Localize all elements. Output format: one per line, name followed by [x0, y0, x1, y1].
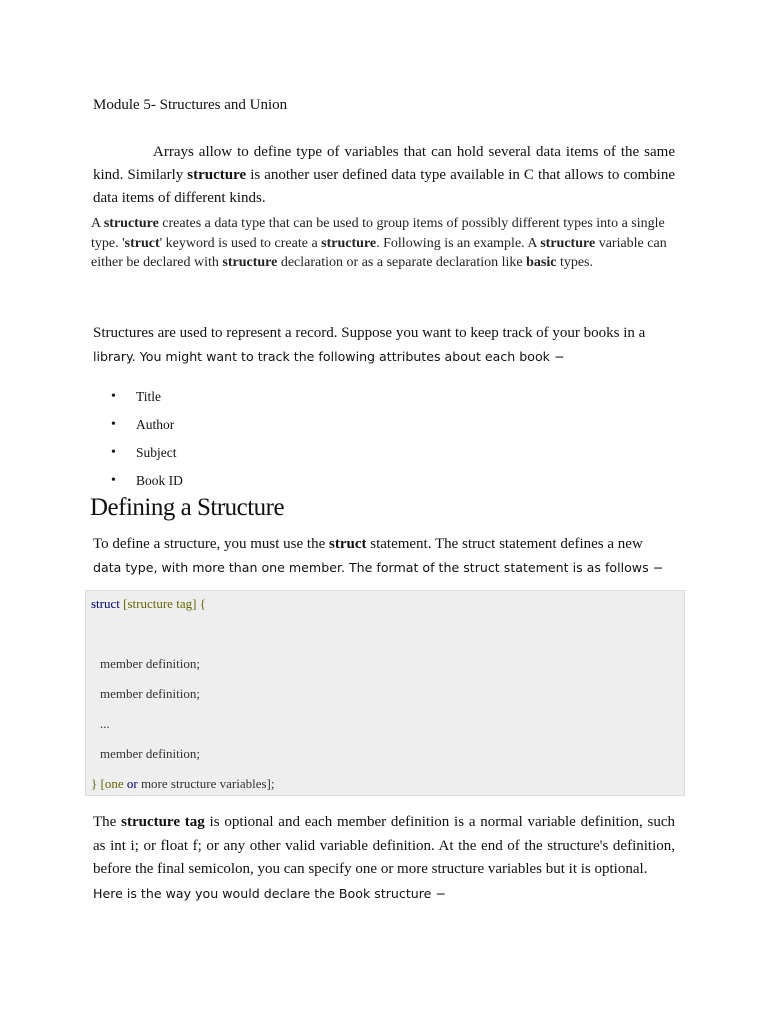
code-line-member: member definition;	[100, 686, 201, 701]
code-line-member: member definition;	[100, 656, 201, 671]
definition-paragraph: A structure creates a data type that can be used to group items of possibly different types into a single type. 'struct' keyword is used to create a structure. Following is an example. A structure variable can either be declared with structure declaration or as a separate declaration like basic types.	[91, 216, 667, 270]
records-paragraph: Structures are used to represent a record. Suppose you want to keep track of your books in a library. You might want to track the following attributes about each book −	[93, 325, 646, 364]
code-block	[85, 590, 685, 796]
code-line-struct: struct [structure tag] {	[91, 596, 206, 611]
list-item: • Author	[111, 415, 183, 443]
intro-paragraph: Arrays allow to define type of variables that can hold several data items of the same kind. Similarly structure is another user defined data type available in C that allows to combine data items of different kinds.	[93, 144, 675, 206]
module-heading: Module 5- Structures and Union	[93, 97, 288, 113]
list-item: • Title	[111, 387, 183, 415]
list-item: • Book ID	[111, 471, 183, 499]
code-line-close: } [one or more structure variables];	[91, 776, 275, 791]
explanation-paragraph: The structure tag is optional and each member definition is a normal variable definition, such as int i; or float f; or any other valid variable definition. At the end of the structure's definition, before the final semicolon, you can specify one or more structure variables but it is optional. Here is the way you would declare the Book structure −	[93, 814, 675, 901]
code-line-ellipsis: ...	[100, 716, 110, 731]
list-item: • Subject	[111, 443, 183, 471]
define-paragraph: To define a structure, you must use the struct statement. The struct statement defines a new data type, with more than one member. The format of the struct statement is as follows −	[93, 536, 664, 575]
attribute-list	[111, 387, 183, 499]
code-line-member: member definition;	[100, 746, 201, 761]
section-heading: Defining a Structure	[90, 494, 285, 521]
